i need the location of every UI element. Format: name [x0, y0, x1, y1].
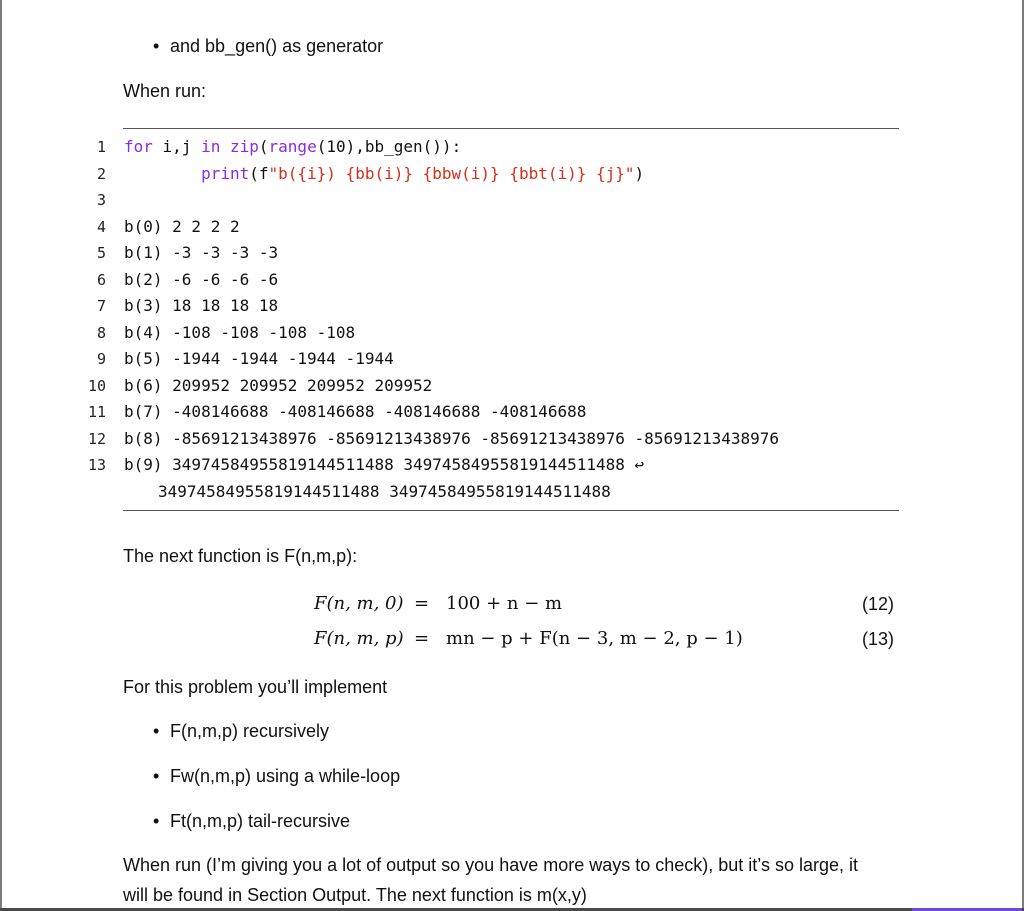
output-line: b(3) 18 18 18 18	[124, 296, 279, 315]
code-indent	[124, 164, 201, 183]
code-token	[220, 137, 230, 156]
builtin-zip: zip	[229, 137, 259, 156]
keyword-for: for	[124, 137, 153, 156]
line-number: 6	[96, 271, 106, 289]
line-number: 3	[96, 191, 106, 209]
code-line-for	[124, 137, 461, 157]
line-number: 4	[96, 218, 106, 236]
output-line: b(6) 209952 209952 209952 209952	[124, 376, 433, 395]
output-line-wrapped: 34974584955819144511488 34974584955819144511488	[158, 482, 611, 501]
output-line: b(7) -408146688 -408146688 -408146688 -408146688	[124, 402, 587, 421]
output-line: b(0) 2 2 2 2	[124, 217, 240, 236]
implement-intro: For this problem you’ll implement	[123, 677, 388, 697]
line-number: 12	[87, 430, 106, 448]
line-number: 11	[87, 403, 106, 421]
builtin-print: print	[201, 164, 250, 183]
eq12-lhs: F(n, m, 0)	[314, 593, 404, 614]
output-line: b(9) 34974584955819144511488 34974584955819144511488 ↩	[124, 455, 645, 474]
line-number: 1	[96, 138, 106, 156]
code-token: i,j	[152, 137, 202, 156]
output-line: b(5) -1944 -1944 -1944 -1944	[124, 349, 394, 368]
code-line-print	[124, 164, 644, 184]
eq12-equals: =	[414, 593, 430, 614]
line-number: 8	[96, 324, 106, 342]
eq13-equals: =	[414, 628, 430, 649]
eq13-lhs: F(n, m, p)	[314, 628, 404, 649]
bullet-item: Ft(n,m,p) tail-recursive	[170, 811, 351, 831]
eq13-number: (13)	[862, 629, 895, 649]
code-token: (10),bb_gen()):	[316, 137, 462, 156]
eq12-number: (12)	[862, 594, 895, 614]
line-number: 13	[87, 456, 106, 474]
bullet-dot: •	[153, 36, 160, 56]
output-line: b(2) -6 -6 -6 -6	[124, 270, 279, 289]
bullet-dot: •	[153, 721, 160, 741]
bullet-item: Fw(n,m,p) using a while-loop	[170, 766, 401, 786]
top-bullet-text: and bb_gen() as generator	[170, 36, 384, 56]
code-top-rule	[123, 128, 899, 129]
line-number: 10	[87, 377, 106, 395]
bullet-item: F(n,m,p) recursively	[170, 721, 330, 741]
keyword-in: in	[201, 137, 221, 156]
line-number: 2	[96, 165, 106, 183]
code-token: (f	[249, 164, 269, 183]
output-line: b(4) -108 -108 -108 -108	[124, 323, 356, 342]
builtin-range: range	[268, 137, 317, 156]
code-token: (	[258, 137, 269, 156]
closing-paragraph-line-2: will be found in Section Output. The next function is m(x,y)	[123, 885, 587, 905]
line-number: 9	[96, 350, 106, 368]
output-line: b(8) -85691213438976 -85691213438976 -85691213438976 -85691213438976	[124, 429, 780, 448]
code-token: )	[634, 164, 645, 183]
eq13-rhs: mn − p + F(n − 3, m − 2, p − 1)	[446, 628, 743, 649]
eq12-rhs: 100 + n − m	[446, 593, 563, 614]
when-run-label: When run:	[123, 81, 207, 101]
line-number: 5	[96, 244, 106, 262]
closing-paragraph-line-1: When run (I’m giving you a lot of output so you have more ways to check), but it’s so large, it	[123, 855, 859, 875]
bullet-dot: •	[153, 766, 160, 786]
page-border-left	[0, 0, 2, 911]
next-function-text: The next function is F(n,m,p):	[123, 546, 358, 566]
code-bottom-rule	[123, 510, 899, 511]
bullet-dot: •	[153, 811, 160, 831]
fstring-literal: "b({i}) {bb(i)} {bbw(i)} {bbt(i)} {j}"	[268, 164, 635, 183]
output-line: b(1) -3 -3 -3 -3	[124, 243, 279, 262]
line-number: 7	[96, 297, 106, 315]
